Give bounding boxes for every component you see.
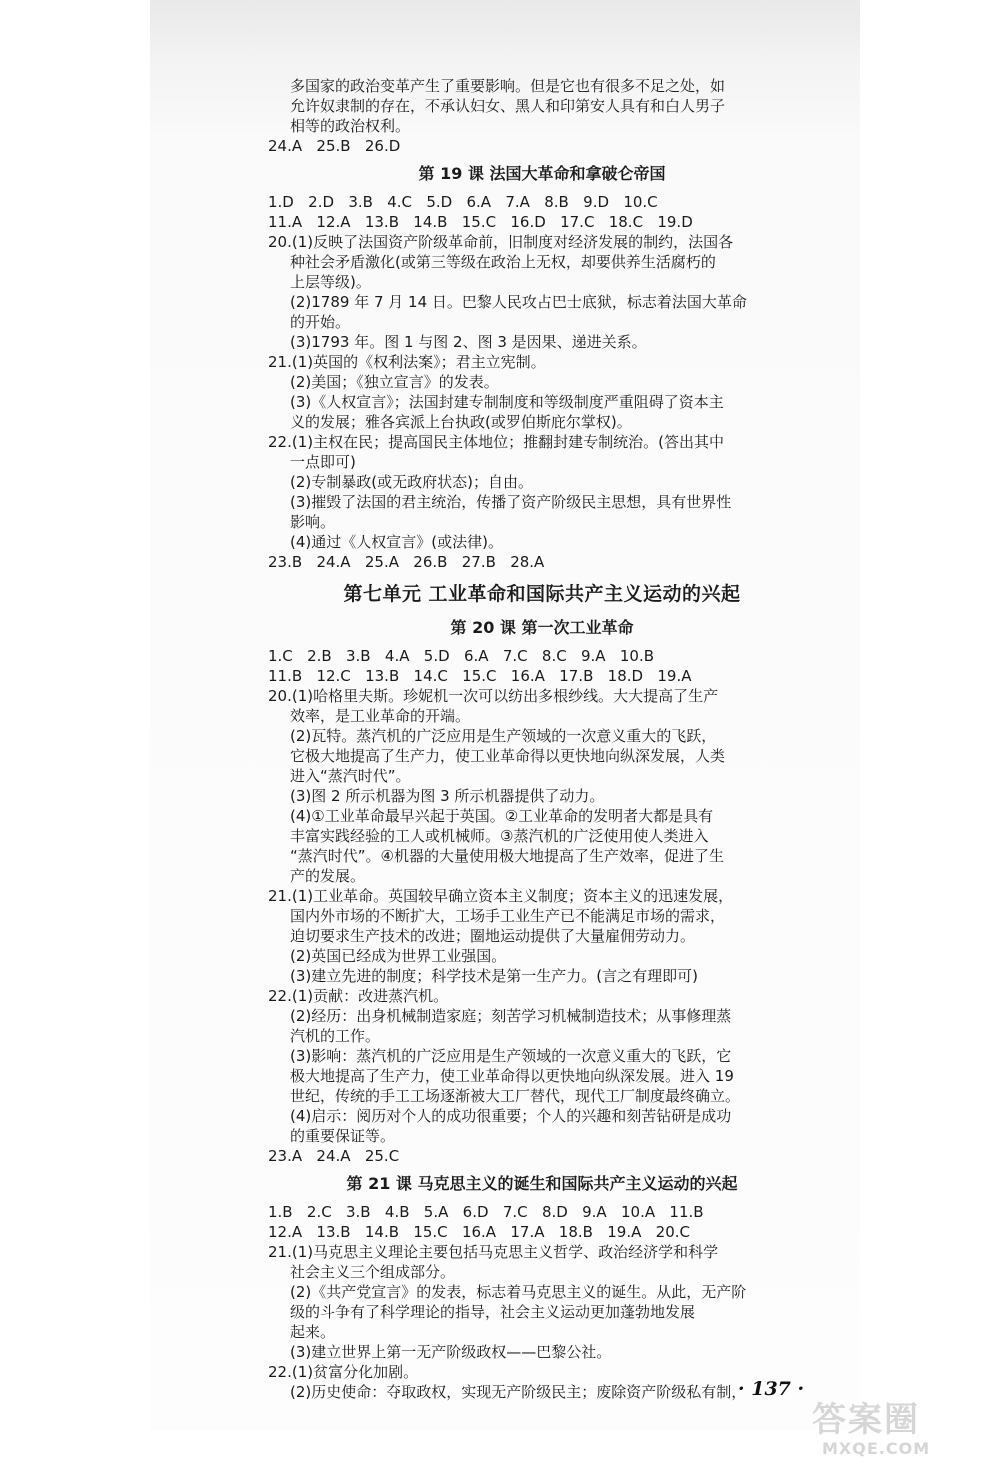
- text-line: (4)①工业革命最早兴起于英国。②工业革命的发明者大都是具有: [290, 807, 714, 825]
- text-line: (2)美国；《独立宣言》的发表。: [290, 373, 499, 391]
- text-line: 20.(1)反映了法国资产阶级革命前，旧制度对经济发展的制约，法国各: [268, 233, 734, 251]
- lesson-20-title: 第 20 课 第一次工业革命: [450, 618, 634, 637]
- text-line: 20.(1)哈格里夫斯。珍妮机一次可以纺出多根纱线。大大提高了生产: [268, 687, 719, 705]
- text-line: (2)历史使命：夺取政权，实现无产阶级民主；废除资产阶级私有制，: [290, 1383, 747, 1401]
- text-line: 国内外市场的不断扩大，工场手工业生产已不能满足市场的需求，: [290, 907, 726, 925]
- lesson-21-title: 第 21 课 马克思主义的诞生和国际共产主义运动的兴起: [346, 1174, 738, 1193]
- text-line: “蒸汽时代”。④机器的大量使用极大地提高了生产效率，促进了生: [290, 847, 724, 865]
- text-line: (2)专制暴政(或无政府状态)；自由。: [290, 473, 533, 491]
- watermark-text: 答案圈: [812, 1400, 920, 1440]
- text-line: 极大地提高了生产力，使工业革命得以更快地向纵深发展。进入 19: [290, 1067, 734, 1085]
- text-line: (2)英国已经成为世界工业强国。: [290, 947, 507, 965]
- text-line: 1.D 2.D 3.B 4.C 5.D 6.A 7.A 8.B 9.D 10.C: [268, 193, 658, 211]
- watermark-logo: [812, 1400, 990, 1462]
- text-line: 22.(1)主权在民；提高国民主体地位；推翻封建专制统治。(答出其中: [268, 433, 724, 451]
- text-line: 上层等级)。: [290, 273, 371, 291]
- text-line: 迫切要求生产技术的改进；圈地运动提供了大量雇佣劳动力。: [290, 927, 696, 945]
- lesson-20-answers: [268, 646, 816, 1166]
- text-line: 社会主义三个组成部分。: [290, 1263, 456, 1281]
- lesson-19-title: 第 19 课 法国大革命和拿破仑帝国: [418, 164, 666, 183]
- text-line: 11.A 12.A 13.B 14.B 15.C 16.D 17.C 18.C 19.D: [268, 213, 693, 231]
- text-line: 种社会矛盾激化(或第三等级在政治上无权，却要供养生活腐朽的: [290, 253, 716, 271]
- text-line: 21.(1)马克思主义理论主要包括马克思主义哲学、政治经济学和科学: [268, 1243, 719, 1261]
- text-line: (3)摧毁了法国的君主统治，传播了资产阶级民主思想，具有世界性: [290, 493, 732, 511]
- text-line: (4)启示：阅历对个人的成功很重要；个人的兴趣和刻苦钻研是成功: [290, 1107, 732, 1125]
- text-line: (4)通过《人权宣言》(或法律)。: [290, 533, 503, 551]
- text-line: (3)图 2 所示机器为图 3 所示机器提供了动力。: [290, 787, 605, 805]
- text-line: 1.B 2.C 3.B 4.B 5.A 6.D 7.C 8.D 9.A 10.A 11.B: [268, 1203, 704, 1221]
- text-line: 世纪，传统的手工工场逐渐被大工厂替代，现代工厂制度最终确立。: [290, 1087, 741, 1105]
- text-line: (2)瓦特。蒸汽机的广泛应用是生产领域的一次意义重大的飞跃，: [290, 727, 717, 745]
- text-line: 它极大地提高了生产力，使工业革命得以更快地向纵深发展，人类: [290, 747, 726, 765]
- text-line: (3)1793 年。图 1 与图 2、图 3 是因果、递进关系。: [290, 333, 647, 351]
- intro-block: [268, 76, 816, 156]
- text-line: (2)1789 年 7 月 14 日。巴黎人民攻占巴士底狱，标志着法国大革命: [290, 293, 747, 311]
- text-line: 24.A 25.B 26.D: [268, 137, 401, 155]
- page-number: · 137 ·: [738, 1378, 805, 1400]
- text-line: 的开始。: [290, 313, 351, 331]
- text-line: 22.(1)贡献：改进蒸汽机。: [268, 987, 449, 1005]
- text-line: 1.C 2.B 3.B 4.A 5.D 6.A 7.C 8.C 9.A 10.B: [268, 647, 655, 665]
- text-line: (3)影响：蒸汽机的广泛应用是生产领域的一次意义重大的飞跃，它: [290, 1047, 732, 1065]
- text-line: 的重要保证等。: [290, 1127, 396, 1145]
- watermark-url: MXQE.COM: [822, 1439, 931, 1458]
- answer-content: [268, 76, 816, 1402]
- text-line: 允许奴隶制的存在，不承认妇女、黑人和印第安人具有和白人男子: [290, 97, 726, 115]
- text-line: 进入“蒸汽时代”。: [290, 767, 411, 785]
- text-line: (2)《共产党宣言》的发表，标志着马克思主义的诞生。从此，无产阶: [290, 1283, 747, 1301]
- lesson-21-answers: [268, 1202, 816, 1402]
- text-line: 一点即可): [290, 453, 356, 471]
- text-line: 多国家的政治变革产生了重要影响。但是它也有很多不足之处，如: [290, 77, 726, 95]
- lesson-19-answers: [268, 192, 816, 572]
- text-line: 21.(1)工业革命。英国较早确立资本主义制度；资本主义的迅速发展，: [268, 887, 734, 905]
- text-line: 起来。: [290, 1323, 336, 1341]
- text-line: (3)建立世界上第一无产阶级政权——巴黎公社。: [290, 1343, 612, 1361]
- text-line: 级的斗争有了科学理论的指导，社会主义运动更加蓬勃地发展: [290, 1303, 696, 1321]
- text-line: 22.(1)贫富分化加剧。: [268, 1363, 419, 1381]
- text-line: (3)建立先进的制度；科学技术是第一生产力。(言之有理即可): [290, 967, 698, 985]
- text-line: 义的发展；雅各宾派上台执政(或罗伯斯庇尔掌权)。: [290, 413, 632, 431]
- text-line: 汽机的工作。: [290, 1027, 381, 1045]
- text-line: 影响。: [290, 513, 336, 531]
- text-line: 丰富实践经验的工人或机械师。③蒸汽机的广泛使用使人类进入: [290, 827, 709, 845]
- text-line: 11.B 12.C 13.B 14.C 15.C 16.A 17.B 18.D 19.A: [268, 667, 692, 685]
- text-line: 效率，是工业革命的开端。: [290, 707, 471, 725]
- unit-7-title: 第七单元 工业革命和国际共产主义运动的兴起: [343, 583, 741, 605]
- text-line: 23.B 24.A 25.A 26.B 27.B 28.A: [268, 553, 545, 571]
- text-line: 产的发展。: [290, 867, 366, 885]
- text-line: 23.A 24.A 25.C: [268, 1147, 400, 1165]
- text-line: (3)《人权宣言》；法国封建专制制度和等级制度严重阻碍了资本主: [290, 393, 724, 411]
- text-line: 12.A 13.B 14.B 15.C 16.A 17.A 18.B 19.A 20.C: [268, 1223, 690, 1241]
- text-line: (2)经历：出身机械制造家庭；刻苦学习机械制造技术；从事修理蒸: [290, 1007, 732, 1025]
- text-line: 相等的政治权利。: [290, 117, 411, 135]
- text-line: 21.(1)英国的《权利法案》；君主立宪制。: [268, 353, 546, 371]
